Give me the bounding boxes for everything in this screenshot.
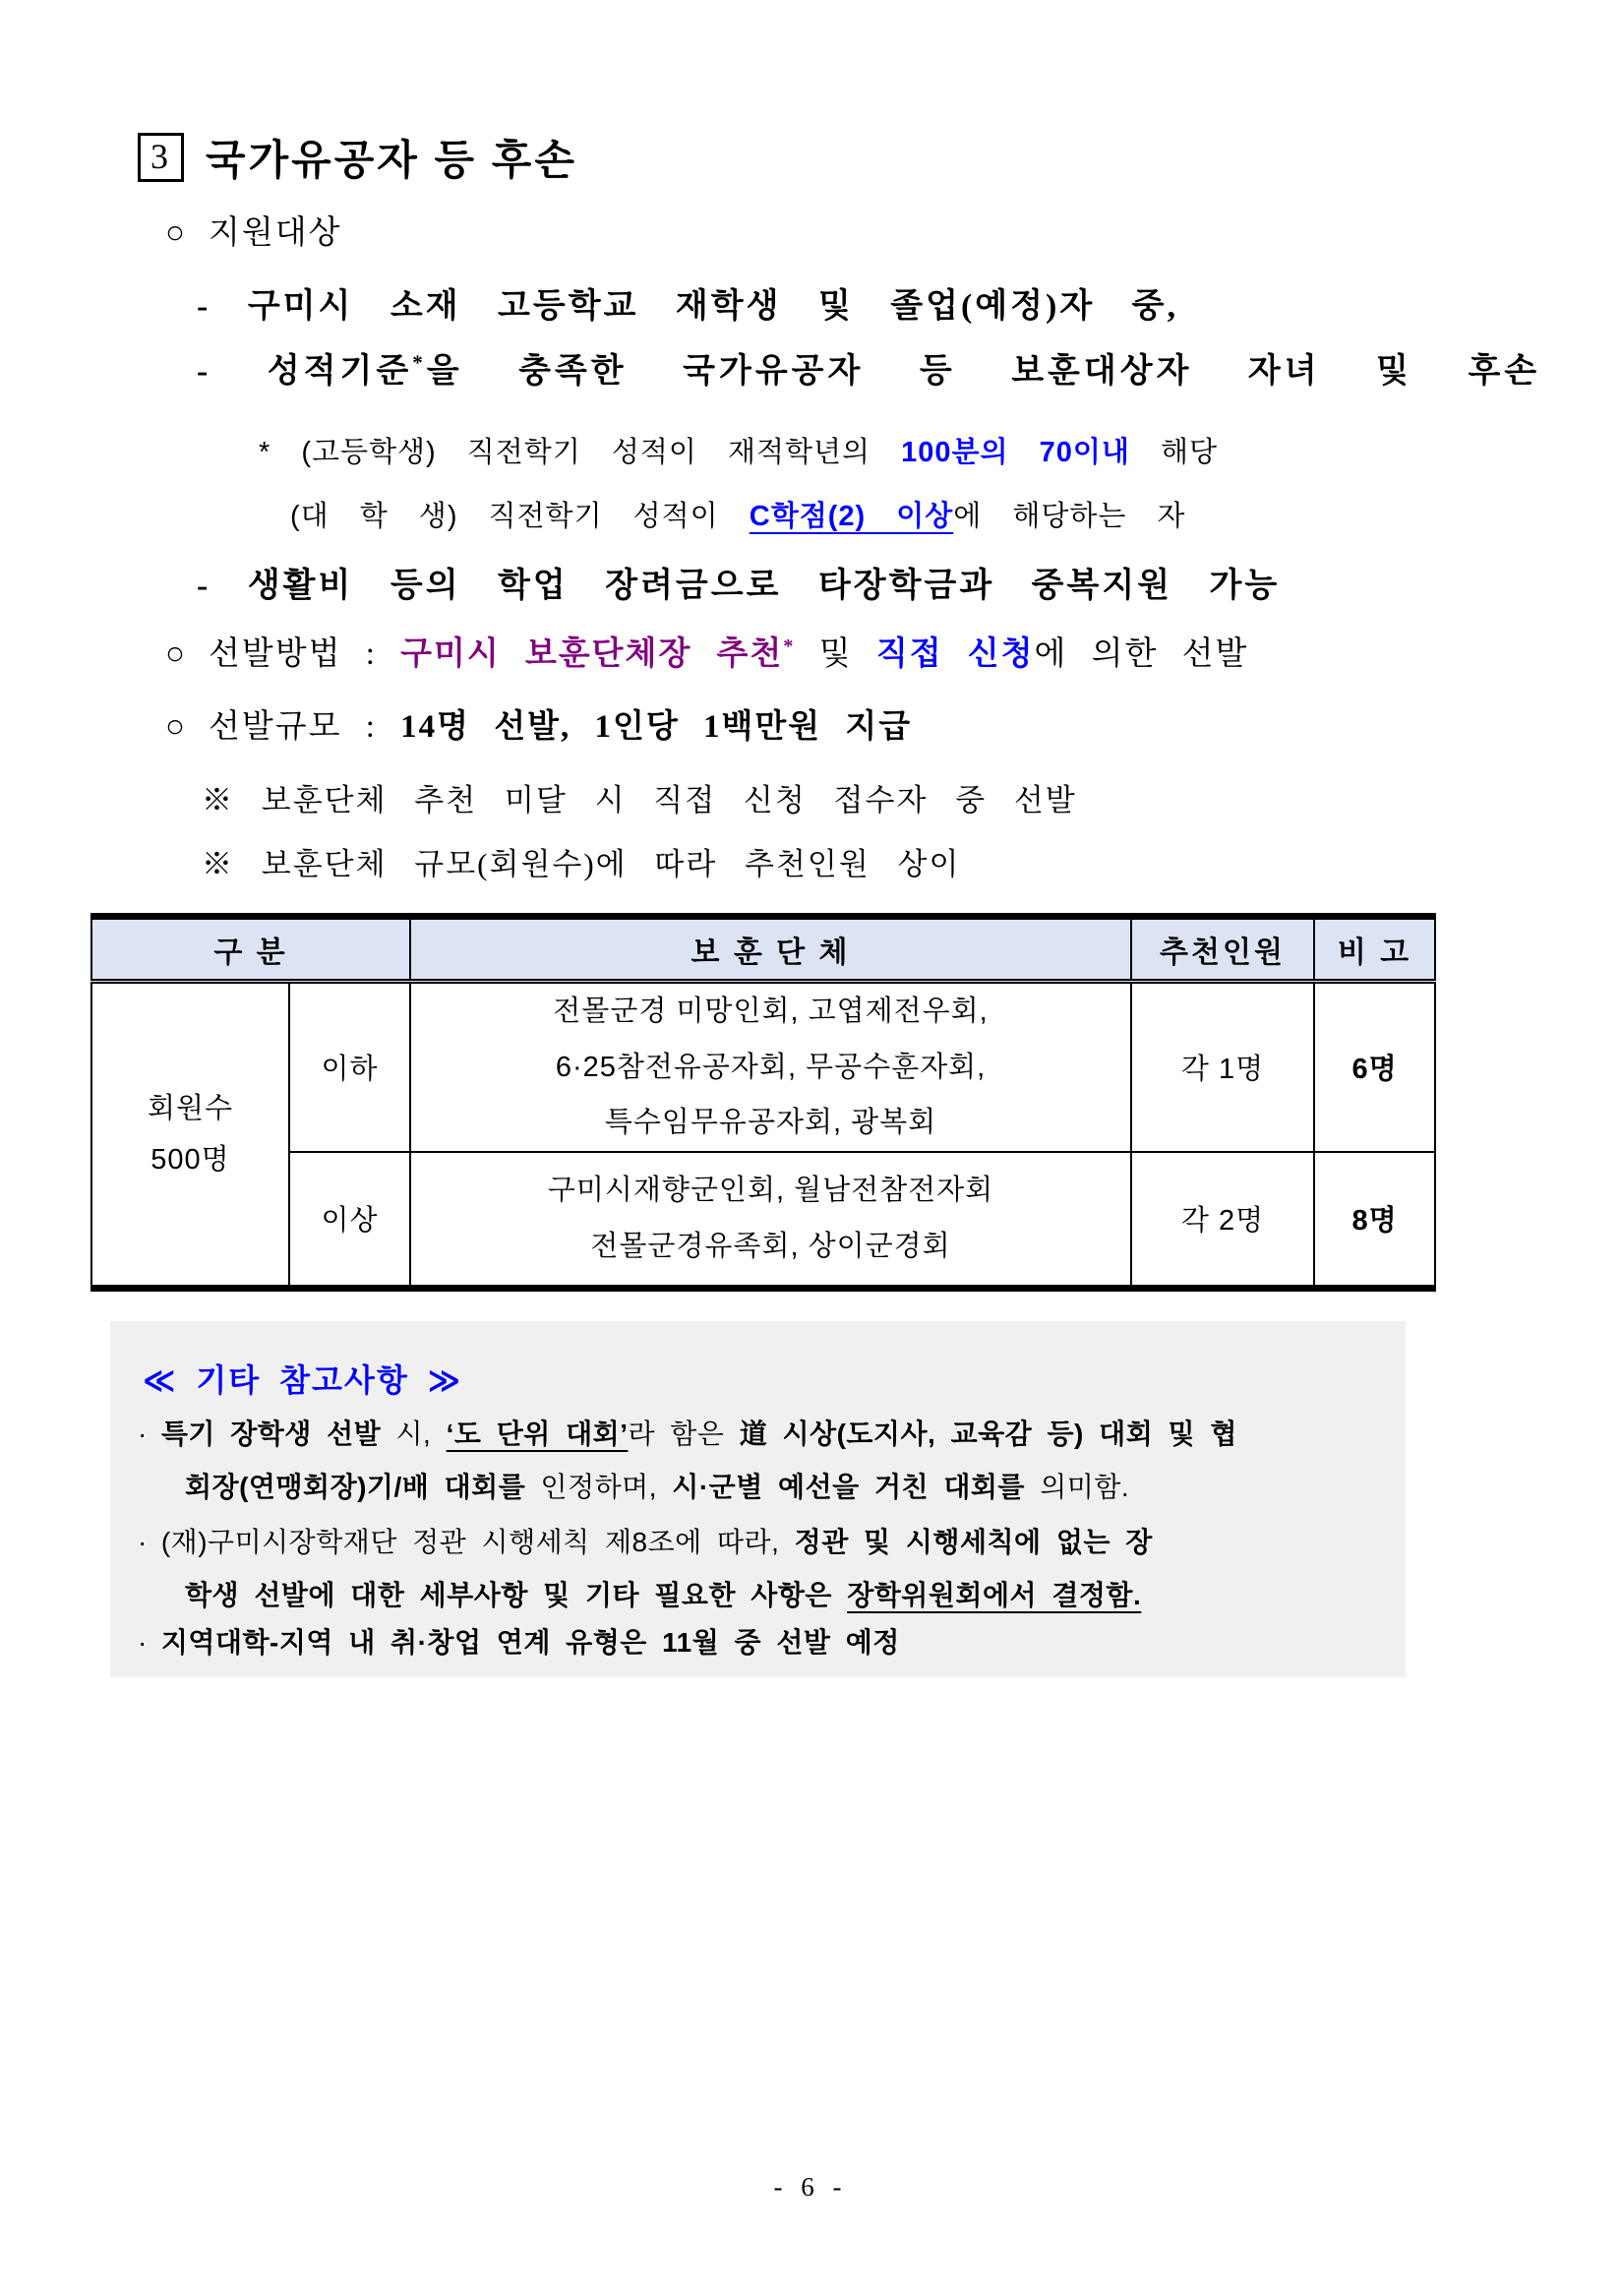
criteria-note-university <box>290 494 1185 534</box>
note-text-tail: 에 해당하는 자 <box>953 501 1186 532</box>
section-number-box: 3 <box>138 133 184 182</box>
plain-text: 라 함은 <box>628 1419 740 1449</box>
condition-cell: 이상 <box>289 1152 410 1289</box>
support-target-line-3: - 생활비 등의 학업 장려금으로 타장학금과 중복지원 가능 <box>197 568 1281 604</box>
asterisk-mark: * <box>412 350 427 375</box>
bold-text: 특기 장학생 선발 <box>160 1419 382 1449</box>
asterisk-mark: * <box>783 635 796 657</box>
plain-text: (재)구미시장학재단 정관 시행세칙 제8조에 따라, <box>160 1527 795 1557</box>
organizations-cell <box>410 982 1131 1152</box>
note-text: (대 학 생) 직전학기 성적이 <box>290 501 750 532</box>
per-group-count-cell: 각 1명 <box>1131 982 1314 1152</box>
direct-apply-highlight: 직접 신청 <box>875 634 1035 671</box>
table-row <box>91 1152 1435 1289</box>
underlined-term: ‘도 단위 대회’ <box>446 1419 629 1449</box>
underlined-decision-text: 장학위원회에서 결정함. <box>847 1580 1142 1610</box>
bold-text: 정관 및 시행세칙에 없는 장 <box>794 1527 1153 1557</box>
selection-method-label: 선발방법 : <box>208 636 401 672</box>
highlighted-percentile: 100분의 70이내 <box>901 437 1130 468</box>
selection-method-line <box>165 628 1248 674</box>
support-target-heading <box>165 207 341 253</box>
dot-bullet: · <box>138 1527 148 1557</box>
bold-text: 지역대학-지역 내 취·창업 연계 유형은 11월 중 선발 예정 <box>160 1627 900 1658</box>
section-title <box>138 128 577 187</box>
grade-criteria-text: - 성적기준 <box>197 353 413 390</box>
notes-bullet-1-line-2 <box>185 1466 1129 1505</box>
support-target-line-1: - 구미시 소재 고등학교 재학생 및 졸업(예정)자 중, <box>197 288 1179 325</box>
support-target-line-2 <box>197 343 1540 392</box>
member-count-cell <box>91 982 289 1289</box>
header-recommend-count: 추천인원 <box>1131 917 1314 982</box>
selection-method-tail: 에 의한 선발 <box>1034 636 1249 672</box>
criteria-note-highschool <box>259 430 1218 470</box>
org-line: 구미시재향군인회, 월남전참전자회 <box>547 1175 994 1207</box>
org-line: 전몰군경 미망인회, 고엽제전우회, <box>553 996 989 1027</box>
recommendation-highlight: 구미시 보훈단체장 추천 <box>400 634 784 671</box>
organizations-cell <box>410 1152 1131 1289</box>
page-number: - 6 - <box>773 2172 848 2202</box>
member-count-line1: 회원수 <box>147 1092 234 1124</box>
section-title-text: 국가유공자 등 후손 <box>206 137 577 183</box>
total-count-cell: 6명 <box>1314 982 1435 1152</box>
plain-text: 시, <box>381 1419 447 1449</box>
notes-bullet-3 <box>138 1621 900 1661</box>
circle-bullet: ○ <box>165 215 187 251</box>
notes-bullet-1-line-1 <box>138 1413 1237 1452</box>
table-header-row <box>91 917 1435 982</box>
veterans-groups-table <box>90 913 1436 1292</box>
notes-box-title: ≪ 기타 참고사항 ≫ <box>143 1362 463 1398</box>
org-line: 6·25참전유공자회, 무공수훈자회, <box>555 1051 987 1083</box>
bold-text: 道 시상(도지사, 교육감 등) 대회 및 협 <box>739 1419 1237 1449</box>
dot-bullet: · <box>138 1627 148 1658</box>
total-count-cell: 8명 <box>1314 1152 1435 1289</box>
plain-text: 인정하며, <box>525 1472 673 1502</box>
grade-criteria-text-tail: 을 충족한 국가유공자 등 보훈대상자 자녀 및 후손 <box>426 353 1541 390</box>
circle-bullet: ○ <box>165 636 187 672</box>
connector-text: 및 <box>795 636 876 672</box>
note-text-tail: 해당 <box>1129 437 1218 468</box>
per-group-count-cell: 각 2명 <box>1131 1152 1314 1289</box>
member-count-line2: 500명 <box>150 1143 230 1176</box>
table-row <box>91 982 1435 1152</box>
header-note: 비 고 <box>1314 917 1435 982</box>
header-gubun: 구 분 <box>91 917 410 982</box>
selection-scale-label: 선발규모 : <box>208 709 401 745</box>
circle-bullet: ○ <box>165 709 187 745</box>
note-text: * (고등학생) 직전학기 성적이 재적학년의 <box>259 437 902 468</box>
bold-text: 회장(연맹회장)기/배 대회를 <box>185 1472 526 1502</box>
selection-scale-value: 14명 선발, 1인당 1백만원 지급 <box>400 709 913 745</box>
org-line: 특수임무유공자회, 광복회 <box>604 1107 937 1139</box>
plain-text: 의미함. <box>1024 1472 1130 1502</box>
reference-note-1: ※ 보훈단체 추천 미달 시 직접 신청 접수자 중 선발 <box>202 783 1077 817</box>
selection-scale-line <box>165 700 912 747</box>
org-line: 전몰군경유족회, 상이군경회 <box>590 1230 951 1262</box>
condition-cell: 이하 <box>289 982 410 1152</box>
notes-bullet-2-line-1 <box>138 1521 1153 1560</box>
support-target-label: 지원대상 <box>208 215 342 251</box>
dot-bullet: · <box>138 1419 148 1449</box>
notes-bullet-2-line-2 <box>185 1574 1141 1613</box>
header-danche: 보 훈 단 체 <box>410 917 1131 982</box>
bold-text: 시·군별 예선을 거친 대회를 <box>672 1472 1025 1502</box>
bold-text: 학생 선발에 대한 세부사항 및 기타 필요한 사항은 <box>185 1580 848 1610</box>
reference-note-2: ※ 보훈단체 규모(회원수)에 따라 추천인원 상이 <box>202 847 961 881</box>
highlighted-grade: C학점(2) 이상 <box>749 501 954 532</box>
